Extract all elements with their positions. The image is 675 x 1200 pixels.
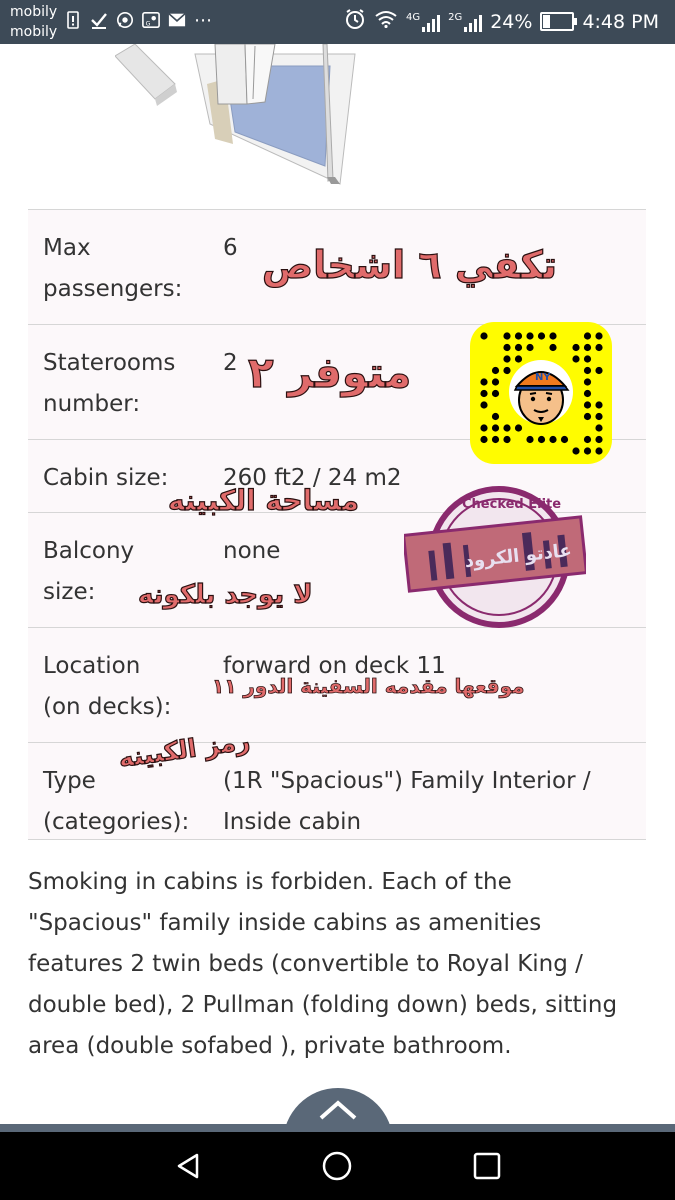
carrier-label: mobily — [10, 24, 58, 40]
wifi-icon — [374, 10, 398, 33]
snapcode-dot — [492, 390, 499, 397]
alarm-icon — [344, 8, 366, 35]
snapcode-dot — [515, 355, 522, 362]
snapcode-dot — [595, 413, 602, 420]
snapcode-dot — [480, 401, 487, 408]
battery-icon — [540, 12, 574, 31]
watermark-stamp — [404, 484, 586, 630]
snapcode-dot — [595, 332, 602, 339]
snapcode-dot — [549, 344, 556, 351]
snapcode-dot — [572, 447, 579, 454]
row-value: none — [223, 538, 281, 564]
snapcode-dot — [515, 424, 522, 431]
home-button[interactable] — [317, 1146, 357, 1186]
row-label: number: — [43, 391, 141, 417]
row-label: Cabin size: — [43, 465, 169, 491]
home-circle-icon — [320, 1149, 354, 1183]
recents-square-icon — [472, 1151, 502, 1181]
snapcode-dot — [503, 436, 510, 443]
row-value: 260 ft2 / 24 m2 — [223, 465, 402, 491]
snapcode-dot — [595, 344, 602, 351]
snapcode-dot — [584, 355, 591, 362]
snapcode-dot — [561, 436, 568, 443]
snapcode-dot — [480, 436, 487, 443]
photo-icon — [142, 10, 160, 30]
annotation-staterooms: متوفر ٢ — [248, 348, 412, 397]
snapcode-dot — [584, 332, 591, 339]
snapcode-dot — [584, 344, 591, 351]
row-label: Type — [43, 768, 96, 794]
mail-icon — [168, 10, 186, 30]
row-value: 2 — [223, 350, 238, 376]
row-value: 6 — [223, 235, 238, 261]
snapcode-dot — [572, 344, 579, 351]
snapcode-dot — [515, 344, 522, 351]
annotation-balcony: لا يوجد بلكونه — [138, 580, 313, 610]
snapcode-dot — [584, 390, 591, 397]
row-label: Staterooms — [43, 350, 176, 376]
snapcode-dot — [526, 332, 533, 339]
signal-icon — [464, 14, 482, 32]
snapcode-dot — [480, 332, 487, 339]
carrier-label: mobily — [10, 4, 58, 20]
cabin-floorplan-image — [115, 44, 435, 194]
sim-alert-icon — [64, 10, 82, 30]
status-bar — [0, 0, 675, 44]
snapcode-dot — [584, 367, 591, 374]
row-label: Balcony — [43, 538, 135, 564]
snapcode-dot — [549, 436, 556, 443]
network-label: 4G — [405, 11, 421, 23]
snapcode-dot — [492, 378, 499, 385]
annotation-type: رمز الكبينه — [116, 725, 252, 774]
snapcode-sticker — [470, 322, 612, 464]
snapcode-dot — [584, 378, 591, 385]
row-label: Max — [43, 235, 91, 261]
snapcode-dot — [584, 447, 591, 454]
svg-text:NY: NY — [535, 372, 551, 383]
clock: 4:48 PM — [582, 10, 659, 33]
snapcode-dot — [595, 424, 602, 431]
snapcode-dots — [470, 322, 612, 464]
annotation-cabin-size: مساحة الكبينه — [168, 484, 359, 517]
recents-button[interactable] — [467, 1146, 507, 1186]
snapcode-dot — [549, 332, 556, 339]
stamp-text: Checked Elite — [462, 497, 562, 512]
snapcode-dot — [538, 436, 545, 443]
cabin-description: Smoking in cabins is forbiden. Each of the "Spacious" family inside cabins as amenities features 2 twin beds (convertible to Royal King / double bed), 2 Pullman (folding down) beds, sitting area (double sofabed ), private bathroom. — [28, 869, 618, 1059]
back-triangle-icon — [173, 1151, 203, 1181]
snapcode-dot — [595, 436, 602, 443]
row-value: (1R "Spacious") Family Interior / — [223, 768, 591, 794]
back-button[interactable] — [168, 1146, 208, 1186]
snapcode-dot — [480, 390, 487, 397]
snapcode-dot — [503, 424, 510, 431]
snapcode-dot — [595, 401, 602, 408]
snapcode-dot — [526, 436, 533, 443]
network-label: 2G — [448, 11, 463, 23]
annotation-location: موقعها مقدمه السفينة الدور ١١ — [212, 674, 525, 698]
more-icon: ⋯ — [194, 9, 212, 31]
check-icon — [90, 10, 108, 30]
battery-percent: 24% — [490, 10, 533, 33]
svg-text:G: G — [145, 20, 151, 28]
snapcode-dot — [480, 424, 487, 431]
row-value: Inside cabin — [223, 809, 362, 835]
snapcode-dot — [515, 332, 522, 339]
annotation-passengers: تكفي ٦ اشخاص — [262, 243, 558, 287]
snapcode-dot — [492, 424, 499, 431]
snapcode-dot — [480, 378, 487, 385]
row-label: passengers: — [43, 276, 183, 302]
snapcode-dot — [572, 355, 579, 362]
android-nav-bar — [0, 1132, 675, 1200]
signal-icon — [422, 14, 440, 32]
snapcode-dot — [595, 367, 602, 374]
snapcode-dot — [503, 332, 510, 339]
snapcode-dot — [595, 447, 602, 454]
snapcode-dot — [503, 367, 510, 374]
row-label: size: — [43, 579, 96, 605]
row-label: Location — [43, 653, 141, 679]
snapcode-dot — [492, 367, 499, 374]
row-value: forward on deck 11 — [223, 653, 446, 679]
row-label: (categories): — [43, 809, 190, 835]
snapcode-dot — [538, 332, 545, 339]
stamp-arabic: عادتو الكرود — [463, 540, 573, 573]
snapcode-dot — [503, 355, 510, 362]
snapcode-dot — [584, 401, 591, 408]
row-label: (on decks): — [43, 694, 172, 720]
snapcode-dot — [526, 344, 533, 351]
snapcode-dot — [492, 413, 499, 420]
snapcode-dot — [584, 413, 591, 420]
whatsapp-icon — [116, 10, 134, 30]
snapcode-dot — [503, 344, 510, 351]
snapcode-dot — [584, 436, 591, 443]
snapcode-dot — [492, 436, 499, 443]
chevron-up-icon — [283, 1088, 393, 1138]
